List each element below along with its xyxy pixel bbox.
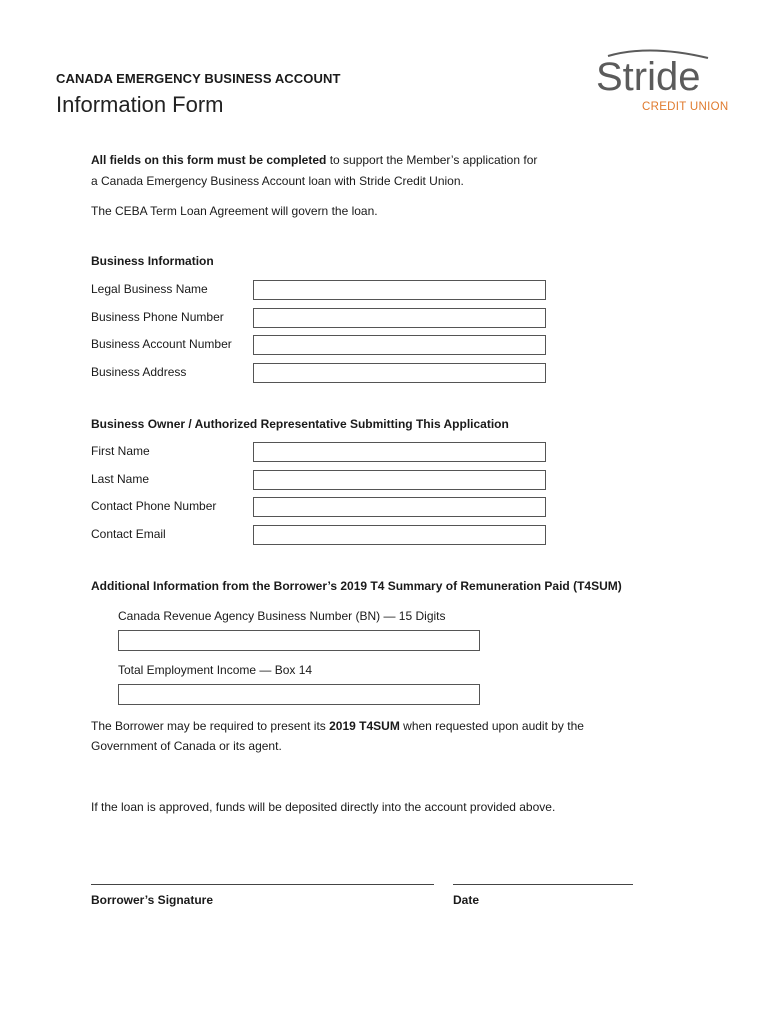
first-name-label: First Name: [91, 444, 150, 458]
business-phone-field[interactable]: [253, 308, 546, 328]
contact-phone-field[interactable]: [253, 497, 546, 517]
stride-logo: [590, 48, 730, 120]
intro-bold-lead: All fields on this form must be completed: [91, 153, 327, 167]
business-phone-label: Business Phone Number: [91, 310, 224, 324]
audit-note-line-2: Government of Canada or its agent.: [91, 739, 282, 753]
date-label: Date: [453, 893, 480, 907]
business-account-label: Business Account Number: [91, 337, 232, 351]
contact-phone-label: Contact Phone Number: [91, 499, 217, 513]
date-line[interactable]: [453, 884, 633, 885]
employment-income-field[interactable]: [118, 684, 480, 705]
business-address-field[interactable]: [253, 363, 546, 383]
intro-line-2: a Canada Emergency Business Account loan with Stride Credit Union.: [91, 174, 464, 188]
audit-note-bold: 2019 T4SUM: [329, 719, 400, 733]
contact-email-label: Contact Email: [91, 527, 166, 541]
business-address-label: Business Address: [91, 365, 187, 379]
signature-line[interactable]: [91, 884, 434, 885]
first-name-field[interactable]: [253, 442, 546, 462]
legal-business-name-label: Legal Business Name: [91, 282, 208, 296]
intro-line-1: [91, 152, 537, 168]
signature-label: Borrower’s Signature: [91, 893, 214, 907]
audit-note-post: when requested upon audit by the: [399, 719, 584, 733]
logo-wordmark: Stride: [596, 55, 701, 99]
business-account-field[interactable]: [253, 335, 546, 355]
owner-info-heading: Business Owner / Authorized Representative Submitting This Application: [91, 417, 509, 431]
intro-line-3: The CEBA Term Loan Agreement will govern the loan.: [91, 204, 378, 218]
audit-note-line-1: [91, 718, 584, 734]
last-name-label: Last Name: [91, 472, 150, 486]
audit-note-pre: The Borrower may be required to present its: [91, 719, 330, 733]
intro-rest: to support the Member’s application for: [326, 153, 538, 167]
income-label: Total Employment Income — Box 14: [118, 663, 313, 677]
deposit-note: If the loan is approved, funds will be deposited directly into the account provided above.: [91, 800, 556, 814]
bn-label: Canada Revenue Agency Business Number (BN) — 15 Digits: [118, 609, 446, 623]
contact-email-field[interactable]: [253, 525, 546, 545]
business-info-heading: Business Information: [91, 254, 214, 268]
business-number-field[interactable]: [118, 630, 480, 651]
page-title: Information Form: [56, 92, 224, 117]
last-name-field[interactable]: [253, 470, 546, 490]
form-kicker: CANADA EMERGENCY BUSINESS ACCOUNT: [56, 71, 341, 86]
additional-info-heading: Additional Information from the Borrower’s 2019 T4 Summary of Remuneration Paid (T4SUM): [91, 579, 622, 593]
logo-subtitle: CREDIT UNION: [642, 101, 729, 113]
legal-business-name-field[interactable]: [253, 280, 546, 300]
